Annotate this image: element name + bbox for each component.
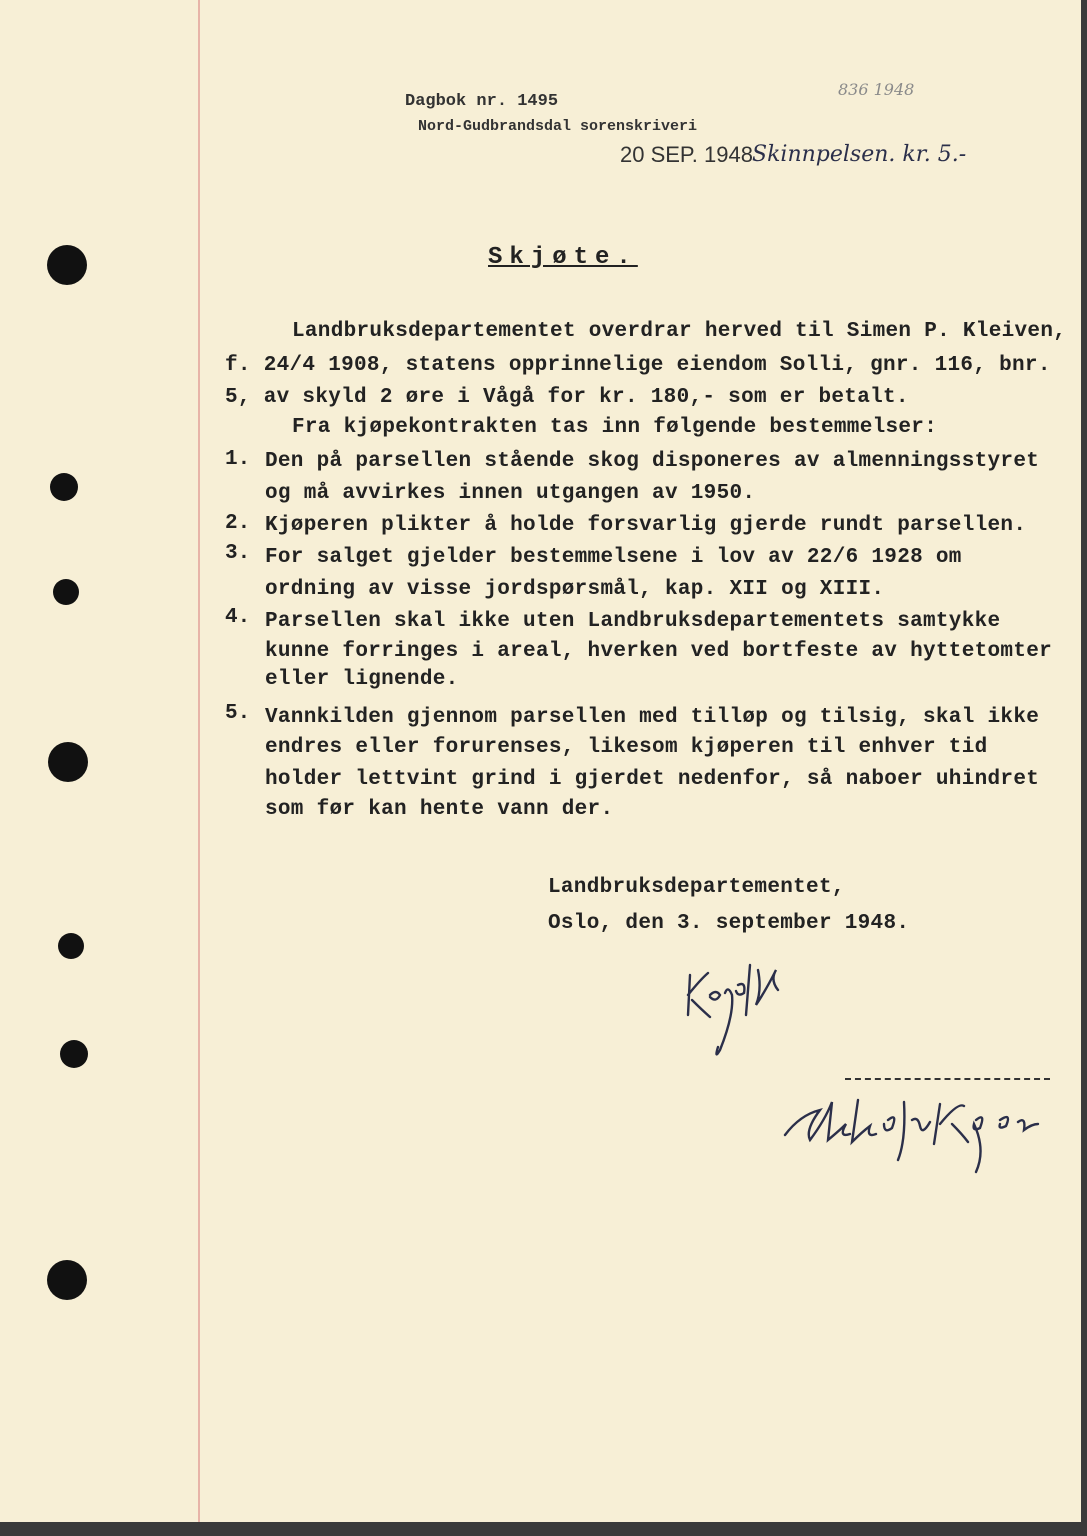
clause-3-number: 3. <box>225 542 251 565</box>
clause-5-line-3: holder lettvint grind i gjerdet nedenfor, så naboer uhindret <box>265 768 1040 791</box>
scan-edge-bottom <box>0 1522 1087 1536</box>
lead-line: Fra kjøpekontrakten tas inn følgende bestemmelser: <box>292 416 938 439</box>
punch-hole-4 <box>48 742 88 782</box>
signature-first <box>680 955 810 1065</box>
clause-1-number: 1. <box>225 448 251 471</box>
clause-4-line-1: Parsellen skal ikke uten Landbruksdepartementets samtykke <box>265 610 1001 633</box>
clause-5-number: 5. <box>225 702 251 725</box>
punch-hole-7 <box>47 1260 87 1300</box>
clause-4-line-2: kunne forringes i areal, hverken ved bortfeste av hyttetomter <box>265 640 1053 663</box>
signature-second <box>780 1080 1070 1180</box>
stamp-line-2: Nord-Gudbrandsdal sorenskriveri <box>418 118 698 135</box>
margin-rule <box>198 0 200 1536</box>
clause-1-line-1: Den på parsellen stående skog disponeres av almenningsstyret <box>265 450 1040 473</box>
register-note: Skinnpelsen. kr. 5.- <box>752 142 967 167</box>
clause-2-line-1: Kjøperen plikter å holde forsvarlig gjerde rundt parsellen. <box>265 514 1027 537</box>
clause-3-line-1: For salget gjelder bestemmelsene i lov av 22/6 1928 om <box>265 546 962 569</box>
clause-4-line-3: eller lignende. <box>265 668 459 691</box>
stamp-date: 20 SEP. 1948 <box>620 142 753 167</box>
clause-5-line-2: endres eller forurenses, likesom kjøperen til enhver tid <box>265 736 988 759</box>
clause-4-number: 4. <box>225 606 251 629</box>
closing-place-date: Oslo, den 3. september 1948. <box>548 912 910 935</box>
punch-hole-2 <box>50 473 78 501</box>
stamp-line-1: Dagbok nr. 1495 <box>405 92 559 111</box>
clause-5-line-4: som før kan hente vann der. <box>265 798 614 821</box>
scan-edge-right <box>1081 0 1087 1536</box>
stamp-topright: 836 1948 <box>838 80 915 99</box>
punch-hole-1 <box>47 245 87 285</box>
intro-line-1: Landbruksdepartementet overdrar herved til Simen P. Kleiven, <box>292 320 1067 343</box>
punch-hole-6 <box>60 1040 88 1068</box>
punch-hole-5 <box>58 933 84 959</box>
closing-org: Landbruksdepartementet, <box>548 876 845 899</box>
intro-line-3: 5, av skyld 2 øre i Vågå for kr. 180,- som er betalt. <box>225 386 909 409</box>
intro-line-2: f. 24/4 1908, statens opprinnelige eiendom Solli, gnr. 116, bnr. <box>225 354 1051 377</box>
document-title: Skjøte. <box>488 244 638 271</box>
clause-2-number: 2. <box>225 512 251 535</box>
clause-5-line-1: Vannkilden gjennom parsellen med tilløp og tilsig, skal ikke <box>265 706 1040 729</box>
clause-3-line-2: ordning av visse jordspørsmål, kap. XII og XIII. <box>265 578 885 601</box>
punch-hole-3 <box>53 579 79 605</box>
clause-1-line-2: og må avvirkes innen utgangen av 1950. <box>265 482 756 505</box>
